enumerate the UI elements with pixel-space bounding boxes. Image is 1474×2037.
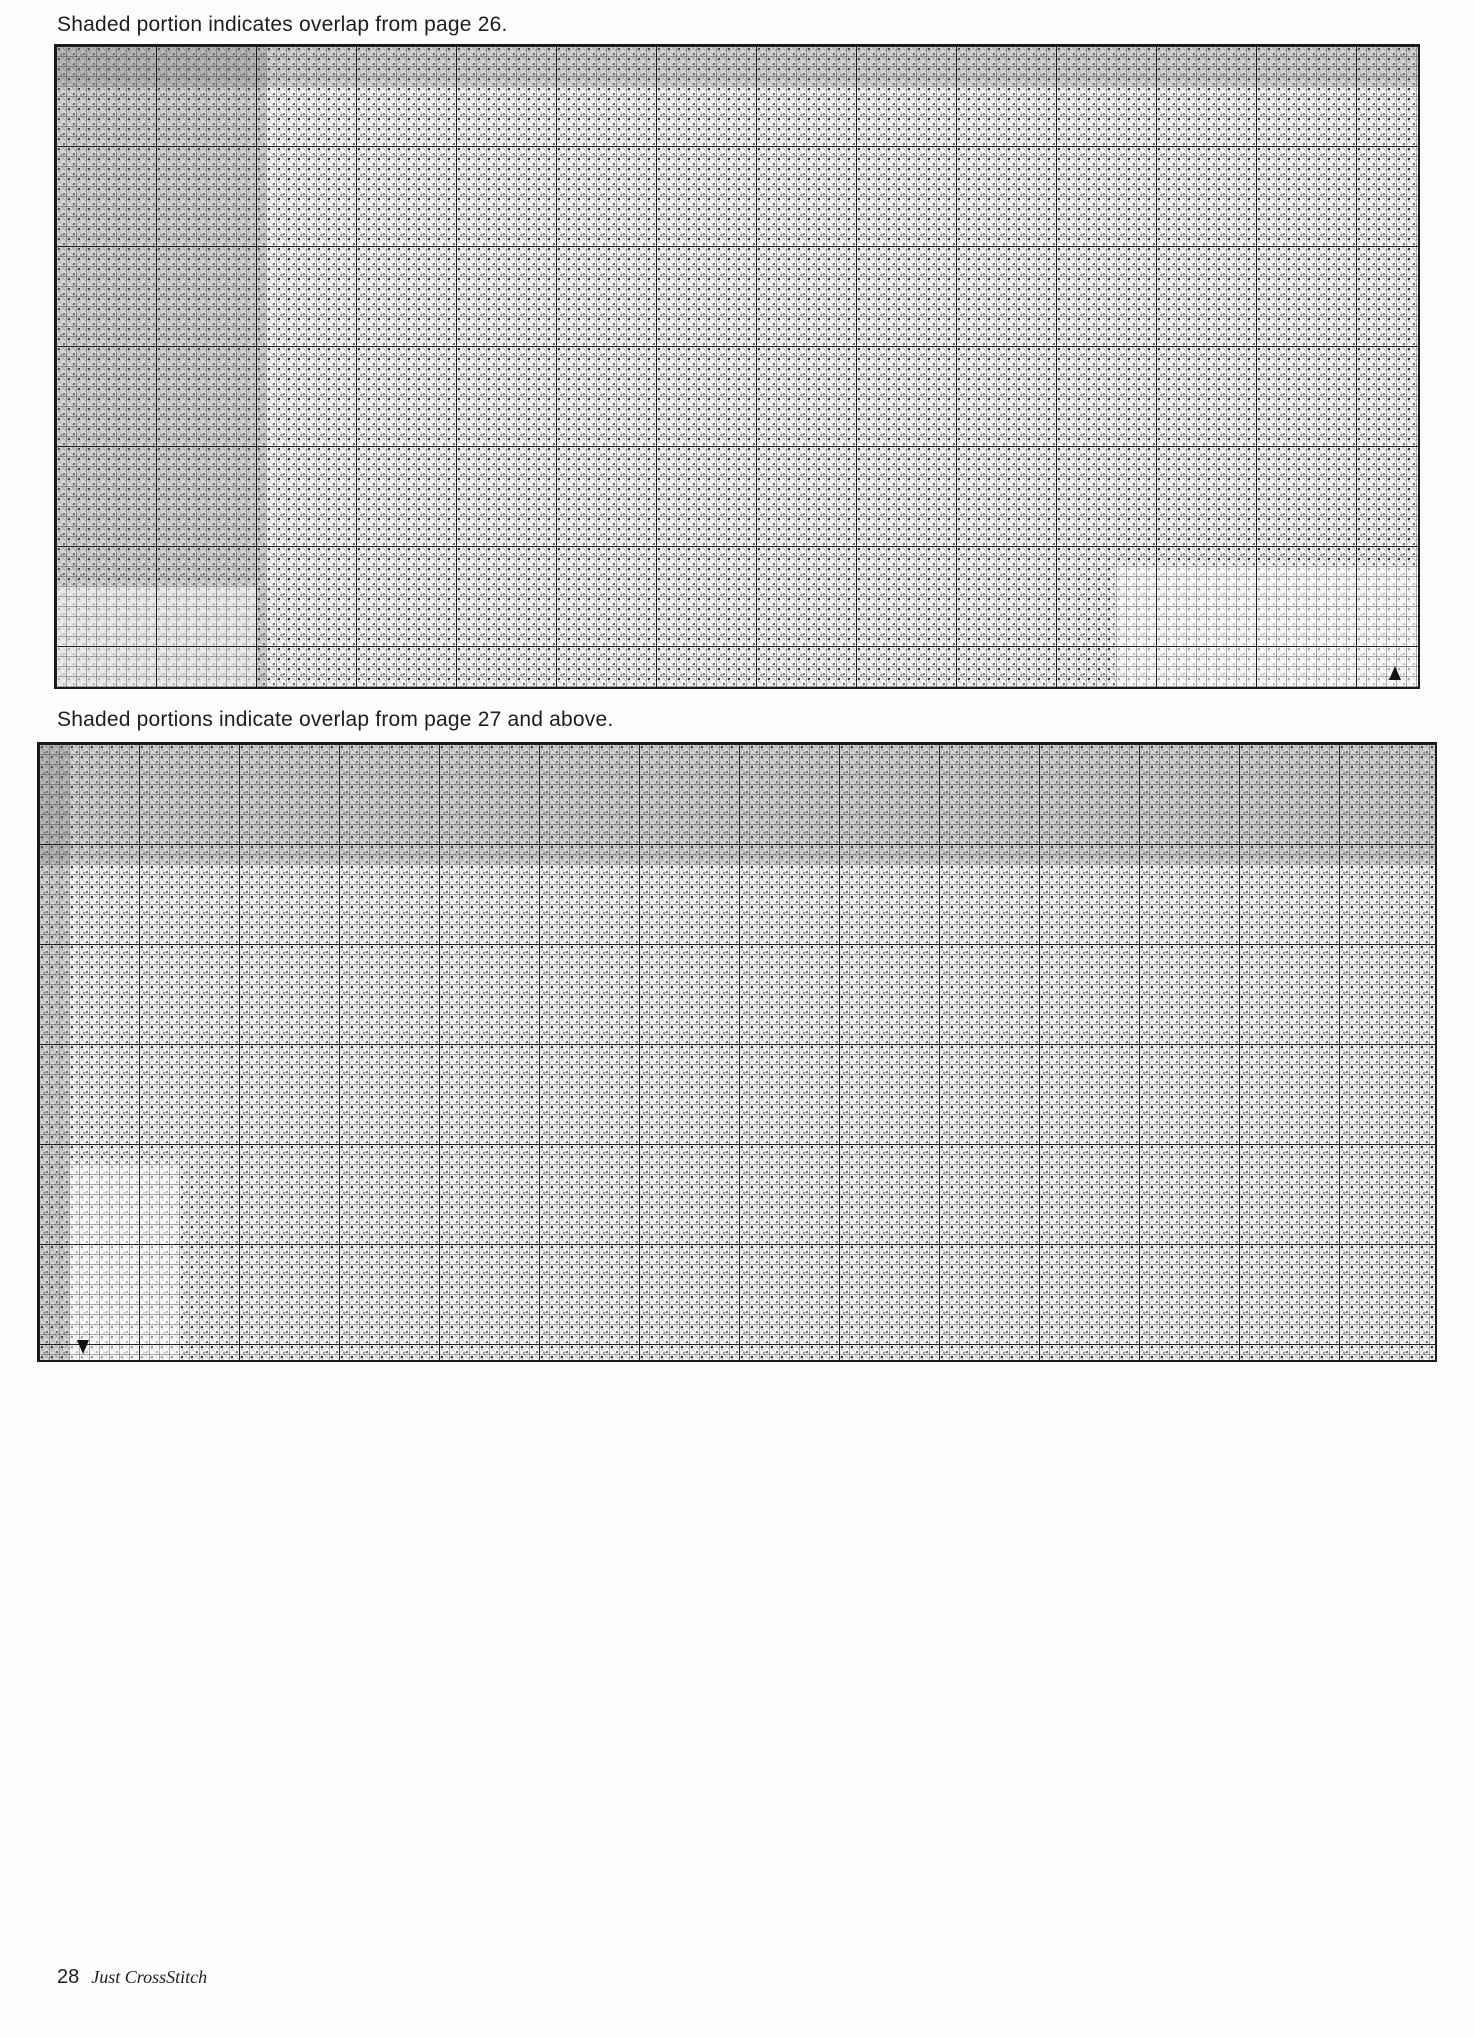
center-arrow-marker-lower xyxy=(77,1340,89,1354)
page-footer xyxy=(57,1966,207,1989)
overlap-caption-top: Shaded portion indicates overlap from page 26. xyxy=(57,13,508,36)
upper-pattern-chart[interactable] xyxy=(54,44,1420,689)
bold-grid-lower xyxy=(39,744,1435,1360)
footer-magazine-title: Just CrossStitch xyxy=(91,1967,208,1987)
fine-grid-upper xyxy=(56,46,1418,687)
blank-zone-upper-right-lower xyxy=(1116,566,1418,687)
overlap-caption-bottom: Shaded portions indicate overlap from page 27 and above. xyxy=(57,708,614,731)
lower-pattern-chart[interactable] xyxy=(37,742,1437,1362)
overlap-shade-lower-top xyxy=(39,744,1435,864)
center-arrow-marker-upper xyxy=(1389,666,1401,680)
blank-zone-upper-bottom-left xyxy=(56,586,256,687)
overlap-shade-lower-left xyxy=(39,744,69,1360)
stitch-symbols-layer-lower xyxy=(39,744,1435,1360)
overlap-shade-upper-top xyxy=(56,46,1418,86)
overlap-shade-upper-left xyxy=(56,46,266,687)
bold-grid-upper xyxy=(56,46,1418,687)
fine-grid-lower xyxy=(39,744,1435,1360)
stitch-symbols-layer-upper xyxy=(56,46,1418,687)
blank-zone-lower-left xyxy=(69,1164,179,1360)
footer-page-number: 28 xyxy=(57,1966,80,1988)
